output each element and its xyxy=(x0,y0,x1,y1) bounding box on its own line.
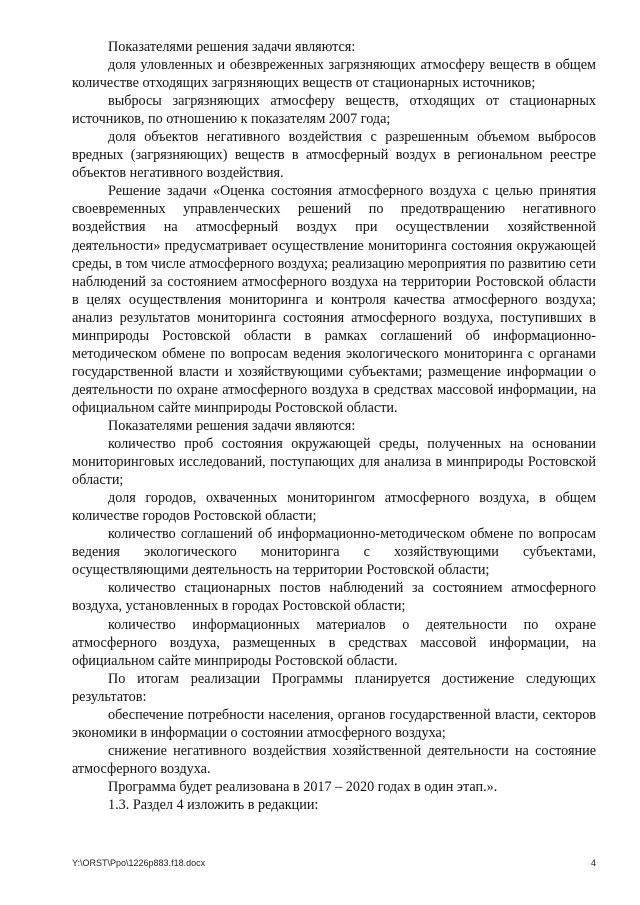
paragraph-2: доля уловленных и обезвреженных загрязняющих атмосферу веществ в общем количестве отходящих загрязняющих веществ от стационарных источников; xyxy=(72,57,596,92)
footer-file-path: Y:\ORST\Ppo\1226p883.f18.docx xyxy=(72,858,206,868)
paragraph-14: снижение негативного воздействия хозяйственной деятельности на состояние атмосферного воздуха. xyxy=(72,742,596,777)
paragraph-1: Показателями решения задачи являются: xyxy=(108,39,356,55)
paragraph-6: Показателями решения задачи являются: xyxy=(108,417,356,434)
paragraph-12: По итогам реализации Программы планируется достижение следующих результатов: xyxy=(72,670,596,705)
paragraph-3: выбросы загрязняющих атмосферу веществ, отходящих от стационарных источников, по отношению к показателям 2007 года; xyxy=(72,93,596,128)
document-body xyxy=(72,38,596,814)
paragraph-15: Программа будет реализована в 2017 – 2020 годах в один этап.». xyxy=(108,778,498,795)
paragraph-7: количество проб состояния окружающей среды, полученных на основании мониторинговых исследований, поступающих для анализа в минприроды Ростовской области; xyxy=(72,436,596,489)
paragraph-5: Решение задачи «Оценка состояния атмосферного воздуха с целью принятия своевременных управленческих решений по предотвращению негативного воздействия на атмосферный воздух при осуществлении хозяйственной деятельности» предусматривает осуществление мониторинга состояния окружающей среды, в том числе атмосферного воздуха; реализацию мероприятия по развитию сети наблюдений за состоянием атмосферного воздуха на территории Ростовской области в целях осуществления мониторинга и контроля качества атмосферного воздуха; анализ результатов мониторинга состояния атмосферного воздуха, поступивших в минприроды Ростовской области в рамках соглашений об информационно-методическом обмене по вопросам ведения экологического мониторинга с органами государственной власти и хозяйствующими субъектами; размещение информации о деятельности по охране атмосферного воздуха в средствах массовой информации, на официальном сайте минприроды Ростовской области. xyxy=(72,183,596,416)
paragraph-8: доля городов, охваченных мониторингом атмосферного воздуха, в общем количестве городов Ростовской области; xyxy=(72,490,596,525)
paragraph-13: обеспечение потребности населения, органов государственной власти, секторов экономики в информации о состоянии атмосферного воздуха; xyxy=(72,706,596,741)
page-number: 4 xyxy=(590,858,596,868)
paragraph-9: количество соглашений об информационно-методическом обмене по вопросам ведения экологического мониторинга с хозяйствующими субъектами, осуществляющими деятельность на территории Ростовской области; xyxy=(72,526,596,579)
paragraph-11: количество информационных материалов о деятельности по охране атмосферного воздуха, размещенных в средствах массовой информации, на официальном сайте минприроды Ростовской области. xyxy=(72,616,596,669)
paragraph-10: количество стационарных постов наблюдений за состоянием атмосферного воздуха, установленных в городах Ростовской области; xyxy=(72,580,596,615)
paragraph-4: доля объектов негативного воздействия с разрешенным объемом выбросов вредных (загрязняющих) веществ в атмосферный воздух в региональном реестре объектов негативного воздействия. xyxy=(72,129,596,182)
paragraph-16: 1.3. Раздел 4 изложить в редакции: xyxy=(108,796,319,813)
